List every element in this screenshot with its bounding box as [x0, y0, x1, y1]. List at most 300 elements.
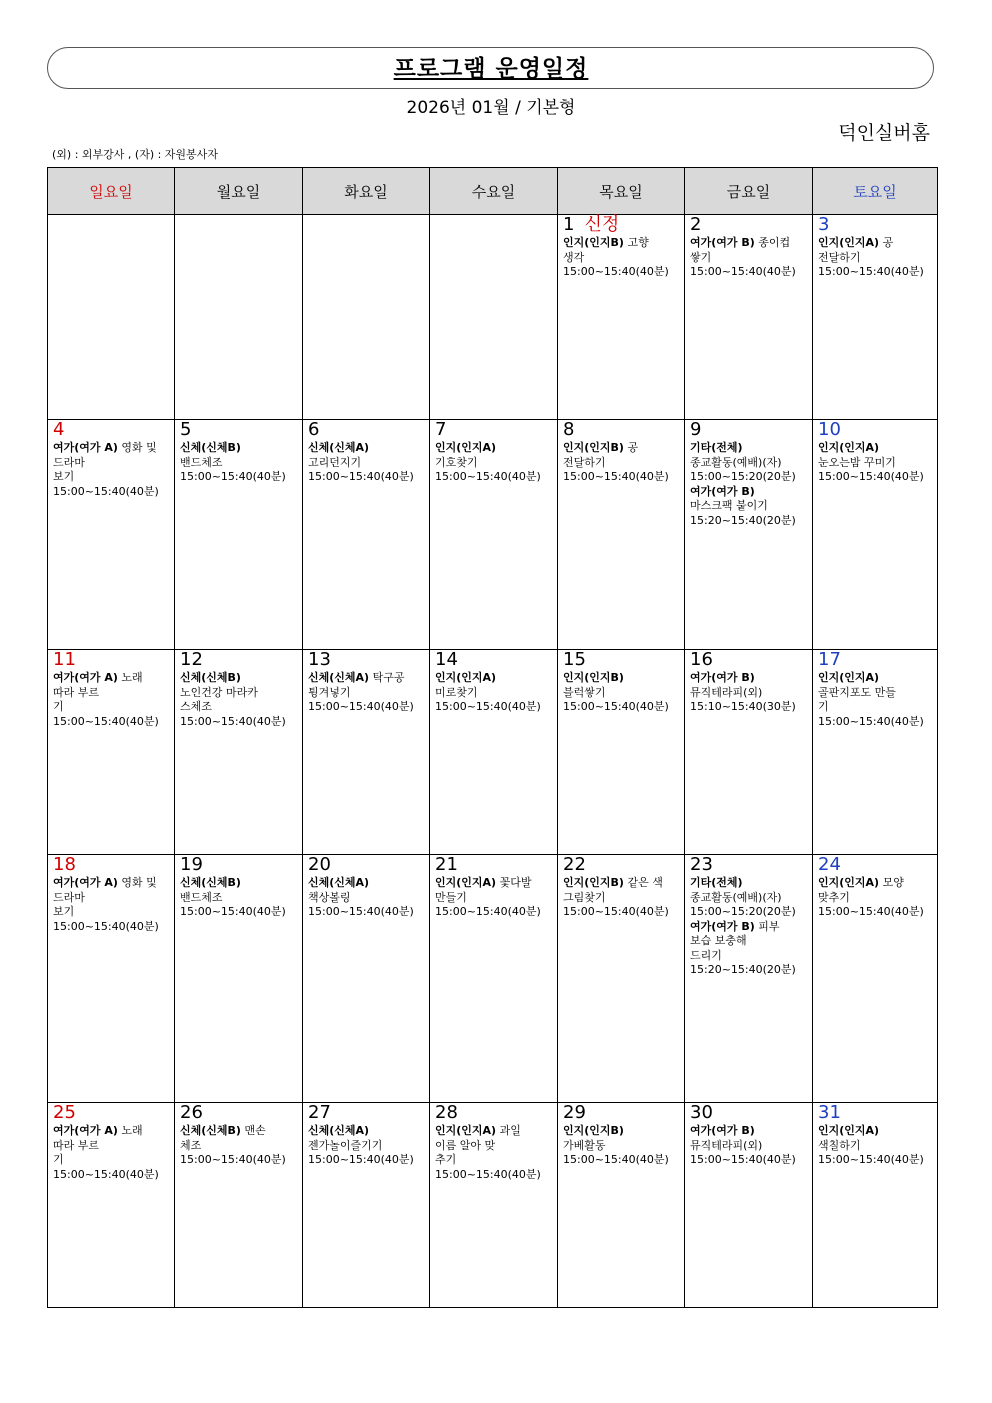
day-number-text: 4 [53, 419, 65, 440]
day-cell [558, 1103, 685, 1308]
program-list [175, 1122, 302, 1168]
program-title: 밴드체조 [180, 455, 223, 469]
day-number-text: 1 [563, 214, 575, 235]
program-title: 뮤직테라피(외) [690, 1138, 763, 1152]
program-time: 15:00~15:40(40분) [690, 265, 796, 278]
week-row [48, 650, 938, 855]
program-category-text: 인지(인지B) [563, 441, 624, 454]
program-title-start: 모양 [879, 876, 904, 889]
day-number [430, 855, 557, 874]
week-row [48, 215, 938, 420]
program-time: 15:00~15:40(40분) [563, 905, 669, 918]
day-number [685, 1103, 812, 1122]
program-category-text: 인지(인지A) [435, 671, 497, 684]
day-cell [175, 650, 303, 855]
day-cell [48, 650, 175, 855]
program-category [53, 441, 174, 456]
program-category [818, 441, 937, 456]
program-category [563, 671, 684, 686]
weekday-header-sat: 토요일 [813, 168, 938, 215]
program-category-text: 신체(신체A) [308, 441, 370, 454]
program-category-text: 여가(여가 A) [53, 1124, 118, 1137]
weekday-header-tue: 화요일 [303, 168, 430, 215]
program-category [53, 876, 174, 891]
day-number [430, 420, 557, 439]
program-category-text: 신체(신체B) [180, 441, 241, 454]
program-category [53, 671, 174, 686]
program-title-start: 공 [879, 236, 894, 249]
day-number-text: 27 [308, 1102, 331, 1123]
program-list [558, 874, 684, 920]
day-number-text: 17 [818, 649, 841, 670]
day-number-text: 10 [818, 419, 841, 440]
program-title-start: 종이컵 [754, 236, 791, 249]
program-category [690, 671, 812, 686]
day-number [558, 420, 684, 439]
program-time: 15:00~15:40(40분) [308, 1153, 414, 1166]
program-category [180, 671, 302, 686]
program-title: 색칠하기 [818, 1138, 861, 1152]
day-cell [558, 420, 685, 650]
day-cell [175, 420, 303, 650]
program-list [303, 669, 429, 715]
program-title: 드리기 [690, 948, 722, 962]
program-list [813, 439, 937, 485]
program-time: 15:00~15:20(20분) [690, 905, 796, 918]
week-row [48, 1103, 938, 1308]
day-number-text: 19 [180, 854, 203, 875]
program-title: 노인건강 마라카 [180, 685, 258, 699]
program-title-start: 영화 및 [117, 876, 157, 889]
program-category-text: 신체(신체B) [180, 671, 241, 684]
program-category-text: 여가(여가 B) [690, 671, 755, 684]
program-category-text: 신체(신체A) [308, 1124, 370, 1137]
program-category [818, 876, 937, 891]
program-category-text: 인지(인지B) [563, 236, 624, 249]
program-time: 15:20~15:40(20분) [690, 963, 796, 976]
day-number [430, 1103, 557, 1122]
weekday-header-mon: 월요일 [175, 168, 303, 215]
program-time: 15:00~15:40(40분) [308, 470, 414, 483]
program-time: 15:00~15:40(40분) [180, 714, 286, 728]
day-cell [558, 650, 685, 855]
program-title: 밴드체조 [180, 890, 223, 904]
day-cell [685, 215, 813, 420]
day-cell [558, 215, 685, 420]
program-title: 드라마 [53, 890, 85, 904]
program-category-text: 인지(인지A) [818, 1124, 880, 1137]
day-cell [303, 650, 430, 855]
program-category-text: 여가(여가 A) [53, 876, 118, 889]
program-category-text: 인지(인지A) [818, 876, 880, 889]
day-number [685, 420, 812, 439]
day-number [558, 650, 684, 669]
program-category [308, 876, 429, 891]
program-time: 15:00~15:40(40분) [563, 470, 669, 483]
program-title: 젠가놀이즐기기 [308, 1138, 383, 1152]
program-category [435, 876, 557, 891]
program-list [685, 439, 812, 528]
program-title: 체조 [180, 1138, 202, 1152]
day-cell [813, 650, 938, 855]
program-title: 보습 보충해 [690, 934, 747, 947]
day-number [813, 215, 937, 234]
day-number-text: 29 [563, 1102, 586, 1123]
day-number-text: 8 [563, 419, 575, 440]
weekday-header-sun: 일요일 [48, 168, 175, 215]
program-title: 미로찾기 [435, 685, 478, 699]
day-cell [430, 855, 558, 1103]
day-number [303, 650, 429, 669]
program-title: 블럭쌓기 [563, 685, 606, 699]
day-number [813, 650, 937, 669]
day-number-text: 16 [690, 649, 713, 670]
program-list [430, 874, 557, 920]
program-title: 드라마 [53, 455, 85, 469]
program-category-text: 인지(인지A) [435, 441, 497, 454]
day-number [430, 650, 557, 669]
program-time: 15:00~15:40(40분) [690, 1153, 796, 1166]
weekday-header-row [48, 168, 938, 215]
program-time: 15:00~15:40(40분) [308, 700, 414, 713]
program-category-text: 인지(인지B) [563, 876, 624, 889]
program-category [180, 441, 302, 456]
day-number [558, 215, 684, 234]
program-title: 전달하기 [818, 250, 861, 264]
day-number-text: 11 [53, 649, 76, 670]
program-title: 맞추기 [818, 890, 850, 904]
program-category-text: 여가(여가 B) [690, 236, 755, 249]
program-category [308, 441, 429, 456]
day-number [48, 1103, 174, 1122]
program-title: 뮤직테라피(외) [690, 685, 763, 699]
program-category [435, 1124, 557, 1139]
program-category [818, 671, 937, 686]
program-title-start: 탁구공 [369, 671, 405, 684]
program-category [563, 876, 684, 891]
program-title-start: 영화 및 [117, 441, 157, 454]
program-title: 추기 [435, 1153, 457, 1166]
page-title: 프로그램 운영일정 [393, 56, 589, 82]
program-category-text: 신체(신체B) [180, 876, 241, 889]
day-number-text: 24 [818, 854, 841, 875]
day-number [48, 650, 174, 669]
program-list [430, 1122, 557, 1182]
program-title: 쌓기 [690, 250, 712, 264]
day-number-text: 22 [563, 854, 586, 875]
program-list [175, 874, 302, 920]
program-category [308, 671, 429, 686]
program-time: 15:00~15:40(40분) [818, 470, 924, 483]
day-number [813, 1103, 937, 1122]
program-title: 기호찾기 [435, 455, 478, 469]
program-category [690, 920, 812, 935]
program-category-text: 여가(여가 A) [53, 671, 118, 684]
program-list [175, 669, 302, 729]
program-time: 15:00~15:40(40분) [435, 700, 541, 713]
program-time: 15:00~15:40(40분) [818, 905, 924, 918]
program-category-text: 인지(인지A) [435, 1124, 497, 1137]
program-title: 튕겨넣기 [308, 685, 351, 699]
program-time: 15:10~15:40(30분) [690, 700, 796, 713]
day-number-text: 3 [818, 214, 830, 235]
program-title: 전달하기 [563, 455, 606, 469]
program-category [180, 1124, 302, 1139]
program-title-start: 노래 [117, 671, 143, 684]
program-title: 마스크팩 붙이기 [690, 499, 768, 512]
program-title-start: 맨손 [240, 1124, 266, 1137]
program-time: 15:00~15:40(40분) [818, 1153, 924, 1166]
program-title: 보기 [53, 905, 75, 918]
organization-name: 덕인실버홈 [838, 122, 930, 144]
day-cell [303, 420, 430, 650]
program-title: 기 [818, 700, 829, 713]
day-number [558, 1103, 684, 1122]
program-title: 기 [53, 1153, 64, 1166]
day-cell [813, 420, 938, 650]
program-title: 그림찾기 [563, 890, 606, 904]
program-title: 눈오는밤 꾸미기 [818, 455, 896, 469]
program-list [813, 874, 937, 920]
day-cell [685, 650, 813, 855]
program-title: 가베활동 [563, 1138, 606, 1152]
program-category [690, 441, 812, 456]
program-category-text: 기타(전체) [690, 441, 743, 454]
program-time: 15:00~15:40(40분) [818, 265, 924, 278]
program-list [685, 234, 812, 280]
week-row [48, 420, 938, 650]
day-number [175, 650, 302, 669]
day-number [175, 1103, 302, 1122]
day-number-text: 30 [690, 1102, 713, 1123]
program-list [430, 669, 557, 715]
day-number-text: 5 [180, 419, 192, 440]
program-title: 만들기 [435, 890, 467, 904]
program-category [818, 1124, 937, 1139]
program-title-start: 피부 [754, 919, 780, 933]
day-number-text: 2 [690, 214, 702, 235]
program-category [818, 236, 937, 251]
program-title: 골판지포도 만들 [818, 685, 896, 699]
program-title: 따라 부르 [53, 1138, 100, 1152]
holiday-label: 신정 [584, 214, 620, 235]
program-category-text: 신체(신체A) [308, 876, 370, 889]
day-number [813, 855, 937, 874]
day-number-text: 9 [690, 419, 702, 440]
program-title: 기 [53, 700, 64, 713]
program-list [303, 874, 429, 920]
day-cell [430, 420, 558, 650]
weekday-header-wed: 수요일 [430, 168, 558, 215]
day-number [175, 420, 302, 439]
program-category-text: 신체(신체B) [180, 1124, 241, 1137]
program-title: 종교활동(예배)(자) [690, 890, 782, 904]
day-number [175, 855, 302, 874]
program-title-start: 노래 [117, 1124, 143, 1137]
day-number-text: 15 [563, 649, 586, 670]
day-cell [685, 1103, 813, 1308]
program-time: 15:00~15:40(40분) [180, 905, 286, 918]
program-list [430, 439, 557, 485]
program-list [175, 439, 302, 485]
program-category-text: 인지(인지A) [435, 876, 497, 889]
program-category [690, 1124, 812, 1139]
program-title: 책상볼링 [308, 890, 351, 904]
day-cell [175, 855, 303, 1103]
program-title-start: 같은 색 [623, 876, 663, 889]
program-category [435, 441, 557, 456]
program-list [685, 1122, 812, 1168]
day-number [48, 855, 174, 874]
program-list [558, 439, 684, 485]
day-number [685, 855, 812, 874]
program-list [558, 234, 684, 280]
program-category [308, 1124, 429, 1139]
program-category-text: 인지(인지B) [563, 1124, 624, 1137]
program-title: 종교활동(예배)(자) [690, 455, 782, 469]
program-category-text: 인지(인지A) [818, 441, 880, 454]
program-title: 따라 부르 [53, 685, 100, 699]
program-category-text: 기타(전체) [690, 876, 743, 889]
program-time: 15:00~15:40(40분) [563, 1153, 669, 1166]
day-cell [813, 215, 938, 420]
program-category [690, 485, 812, 500]
day-number-text: 18 [53, 854, 76, 875]
day-number-text: 25 [53, 1102, 76, 1123]
day-number-text: 21 [435, 854, 458, 875]
program-category-text: 여가(여가 B) [690, 484, 755, 498]
program-time: 15:00~15:40(40분) [435, 470, 541, 483]
program-category-text: 여가(여가 B) [690, 919, 755, 933]
program-category-text: 신체(신체A) [308, 671, 370, 684]
program-category-text: 인지(인지A) [818, 236, 880, 249]
day-number-text: 7 [435, 419, 447, 440]
program-list [303, 439, 429, 485]
day-number-text: 20 [308, 854, 331, 875]
weekday-header-thu: 목요일 [558, 168, 685, 215]
program-list [303, 1122, 429, 1168]
program-title-start: 고향 [623, 236, 649, 249]
program-title: 고리던지기 [308, 455, 362, 469]
day-cell [430, 650, 558, 855]
program-category [563, 236, 684, 251]
day-cell [175, 1103, 303, 1308]
day-number [685, 650, 812, 669]
program-title: 보기 [53, 470, 75, 483]
day-number-text: 6 [308, 419, 320, 440]
day-number [303, 1103, 429, 1122]
program-list [813, 1122, 937, 1168]
day-number [558, 855, 684, 874]
week-row [48, 855, 938, 1103]
day-number-text: 14 [435, 649, 458, 670]
day-cell [48, 855, 175, 1103]
day-cell [303, 855, 430, 1103]
program-time: 15:00~15:40(40분) [308, 905, 414, 918]
program-title: 이름 알아 맞 [435, 1138, 496, 1152]
day-number-text: 13 [308, 649, 331, 670]
day-cell [48, 420, 175, 650]
program-time: 15:00~15:40(40분) [435, 1167, 541, 1181]
program-category [563, 441, 684, 456]
day-cell [48, 1103, 175, 1308]
program-list [685, 669, 812, 715]
program-category [563, 1124, 684, 1139]
empty-day-cell [303, 215, 430, 420]
day-number [685, 215, 812, 234]
program-list [48, 1122, 174, 1182]
program-title-start: 공 [623, 441, 639, 454]
program-time: 15:20~15:40(20분) [690, 513, 796, 527]
weekday-header-fri: 금요일 [685, 168, 813, 215]
day-cell [303, 1103, 430, 1308]
day-number [813, 420, 937, 439]
program-time: 15:00~15:40(40분) [53, 919, 159, 933]
empty-day-cell [175, 215, 303, 420]
program-category [53, 1124, 174, 1139]
empty-day-cell [48, 215, 175, 420]
program-title-start: 꽃다발 [496, 876, 532, 889]
program-time: 15:00~15:40(40분) [563, 265, 669, 278]
day-cell [558, 855, 685, 1103]
program-list [48, 439, 174, 499]
calendar-table [47, 167, 938, 1308]
program-category-text: 인지(인지A) [818, 671, 880, 684]
program-time: 15:00~15:40(40분) [180, 1153, 286, 1166]
program-category [690, 876, 812, 891]
day-cell [813, 1103, 938, 1308]
program-list [558, 1122, 684, 1168]
program-time: 15:00~15:40(40분) [53, 484, 159, 498]
program-time: 15:00~15:40(40분) [818, 714, 924, 728]
program-time: 15:00~15:40(40분) [180, 470, 286, 483]
empty-day-cell [430, 215, 558, 420]
program-time: 15:00~15:20(20분) [690, 470, 796, 483]
program-title-start: 과일 [496, 1124, 521, 1137]
program-category [690, 236, 812, 251]
program-list [48, 874, 174, 934]
day-number [48, 420, 174, 439]
program-time: 15:00~15:40(40분) [53, 1167, 159, 1181]
program-list [813, 234, 937, 280]
program-category-text: 여가(여가 B) [690, 1124, 755, 1137]
day-number-text: 28 [435, 1102, 458, 1123]
program-category-text: 여가(여가 A) [53, 441, 118, 454]
program-list [813, 669, 937, 729]
day-cell [685, 420, 813, 650]
program-category [435, 671, 557, 686]
day-number-text: 12 [180, 649, 203, 670]
program-time: 15:00~15:40(40분) [563, 700, 669, 713]
program-time: 15:00~15:40(40분) [53, 714, 159, 728]
program-list [558, 669, 684, 715]
day-number-text: 23 [690, 854, 713, 875]
calendar-body [48, 215, 938, 1308]
legend-note: (외) : 외부강사 , (자) : 자원봉사자 [52, 148, 218, 161]
program-category-text: 인지(인지B) [563, 671, 624, 684]
program-list [685, 874, 812, 978]
program-title: 생각 [563, 250, 585, 264]
day-cell [430, 1103, 558, 1308]
day-cell [685, 855, 813, 1103]
program-list [48, 669, 174, 729]
program-category [180, 876, 302, 891]
day-number-text: 31 [818, 1102, 841, 1123]
day-number [303, 420, 429, 439]
program-title: 스체조 [180, 700, 212, 713]
page-subtitle: 2026년 01월 / 기본형 [406, 98, 576, 118]
day-number-text: 26 [180, 1102, 203, 1123]
